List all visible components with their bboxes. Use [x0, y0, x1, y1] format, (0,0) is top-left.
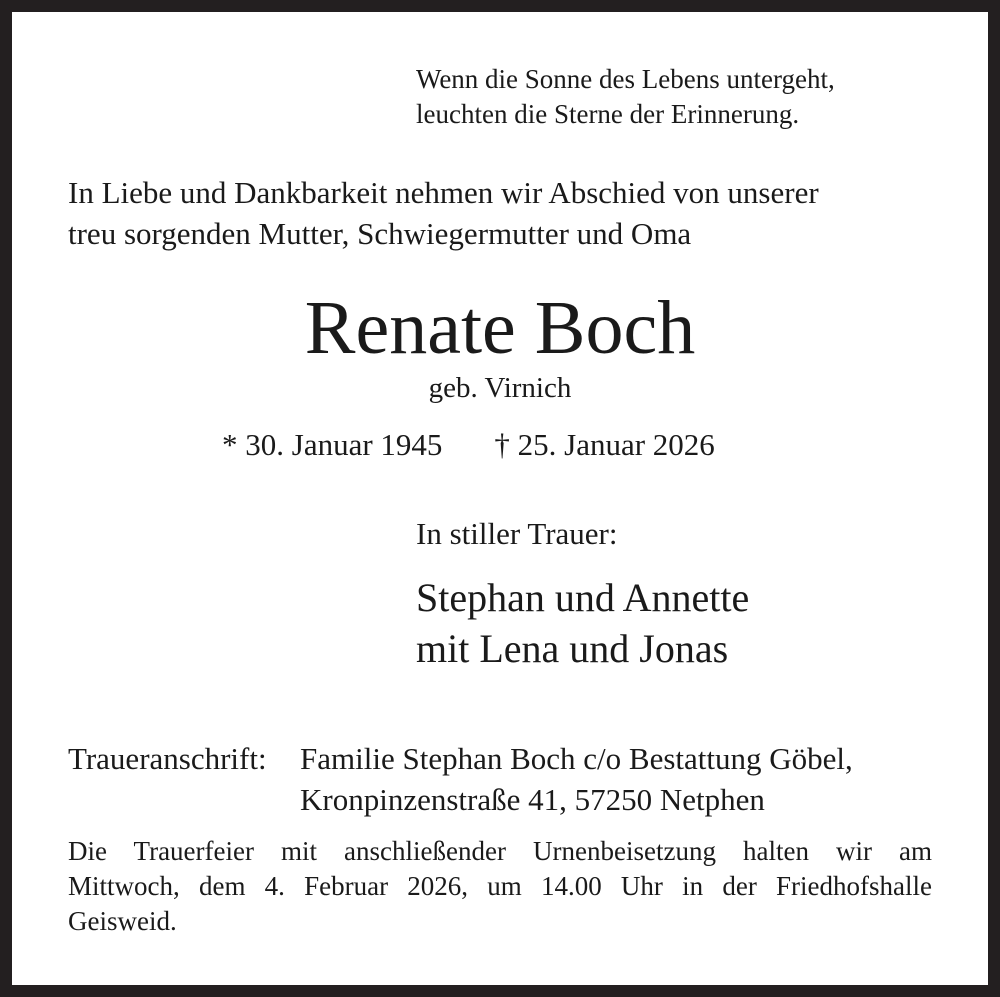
intro-text: [68, 172, 819, 254]
address-line-2: Kronpinzenstraße 41, 57250 Netphen: [300, 782, 765, 817]
life-dates: [222, 425, 715, 465]
ceremony-line-3: Geisweid.: [68, 906, 177, 936]
ceremony-line-1: Die Trauerfeier mit anschließender Urnenbeisetzung halten wir am: [68, 836, 932, 866]
ceremony-info: [68, 834, 932, 939]
birth-date: * 30. Januar 1945: [222, 427, 443, 462]
address-label: Traueranschrift:: [68, 741, 267, 776]
intro-line-2: treu sorgenden Mutter, Schwiegermutter und Oma: [68, 216, 692, 251]
motto-line-2: leuchten die Sterne der Erinnerung.: [416, 99, 800, 129]
death-date: † 25. Januar 2026: [494, 427, 715, 462]
mourners-line-1: Stephan und Annette: [416, 575, 750, 620]
mourning-heading: In stiller Trauer:: [416, 516, 618, 551]
deceased-name: Renate Boch: [304, 286, 696, 370]
mourning-address: [300, 738, 853, 820]
address-line-1: Familie Stephan Boch c/o Bestattung Göbel,: [300, 741, 853, 776]
motto-quote: [416, 62, 835, 132]
ceremony-line-2: Mittwoch, dem 4. Februar 2026, um 14.00 Uhr in der Friedhofshalle: [68, 871, 932, 901]
motto-line-1: Wenn die Sonne des Lebens untergeht,: [416, 64, 835, 94]
mourners-line-2: mit Lena und Jonas: [416, 626, 729, 671]
intro-line-1: In Liebe und Dankbarkeit nehmen wir Abschied von unserer: [68, 175, 819, 210]
birth-name: geb. Virnich: [428, 372, 572, 404]
mourners-names: [416, 572, 749, 674]
